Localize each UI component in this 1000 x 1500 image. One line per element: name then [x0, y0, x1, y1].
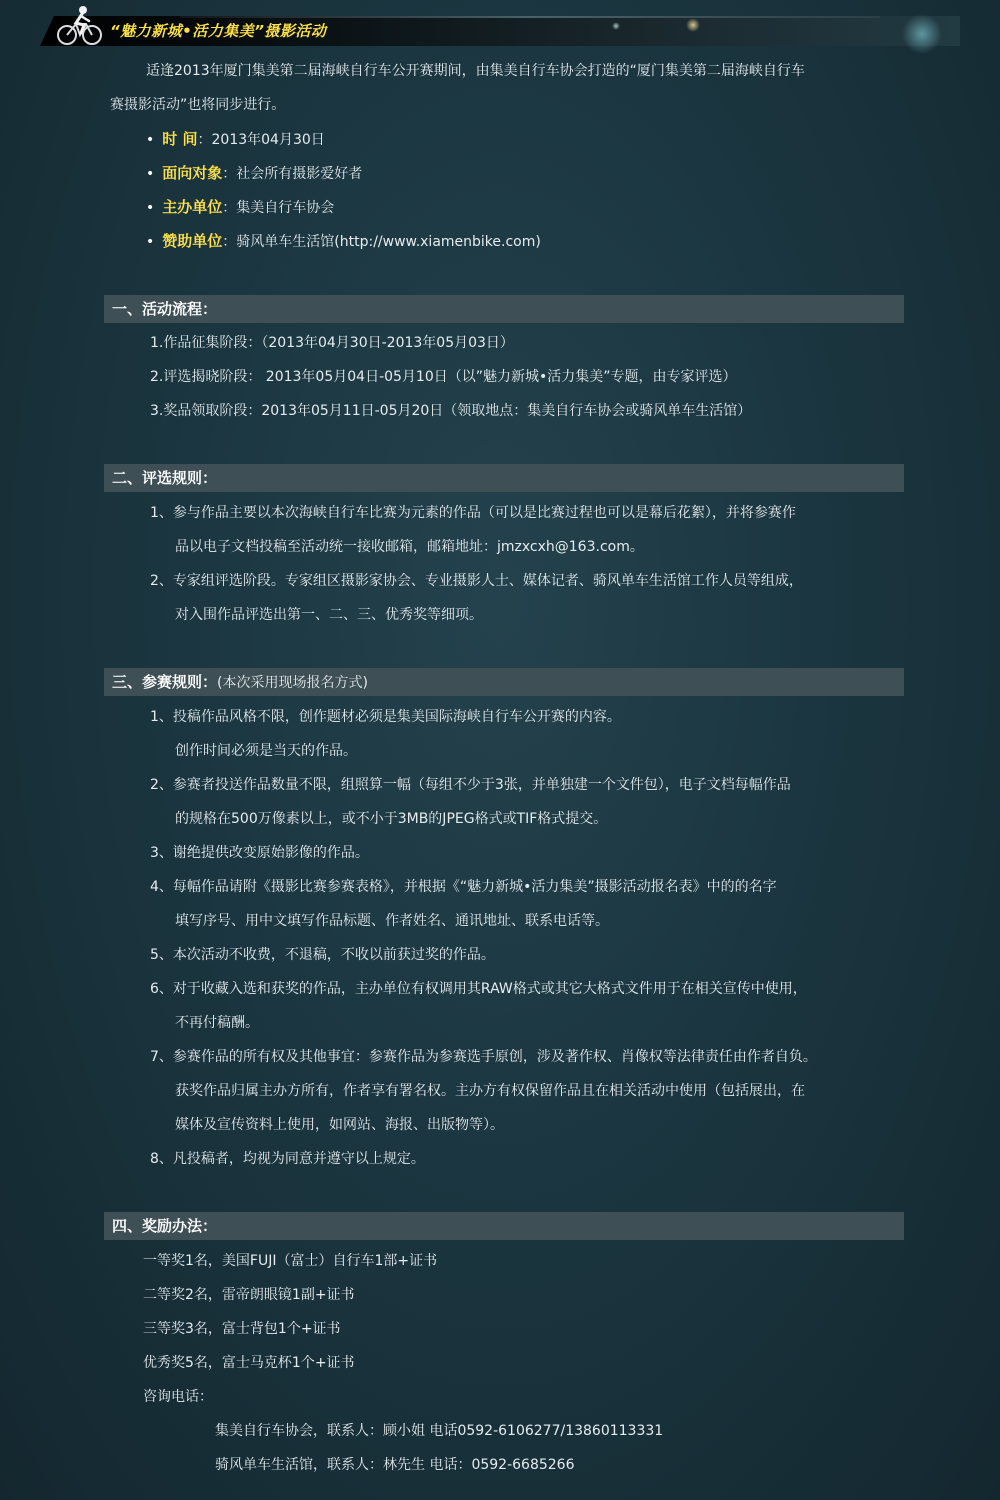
bullet-icon: • [146, 200, 155, 216]
section-awards-header [104, 1212, 904, 1240]
intro-line: 适逢2013年厦门集美第二届海峡自行车公开赛期间，由集美自行车协会打造的“厦门集美第二届海峡自行车 [146, 63, 805, 79]
info-time [146, 128, 325, 149]
rules-line: 创作时间必须是当天的作品。 [175, 743, 357, 759]
info-key: 赞助单位 [162, 232, 223, 250]
judging-line: 1、参与作品主要以本次海峡自行车比赛为元素的作品（可以是比赛过程也可以是幕后花絮），并将参赛作 [150, 505, 796, 521]
section-title: 四、奖励办法： [112, 1217, 218, 1235]
info-value: ：集美自行车协会 [222, 200, 335, 216]
section-title: 二、评选规则： [112, 469, 218, 487]
rules-line: 不再付稿酬。 [175, 1015, 259, 1031]
rules-line: 获奖作品归属主办方所有，作者享有署名权。主办方有权保留作品且在相关活动中使用（包括展出，在 [175, 1083, 805, 1099]
rules-line: 8、凡投稿者，均视为同意并遵守以上规定。 [150, 1151, 425, 1167]
bullet-icon: • [146, 132, 155, 148]
consult-label: 咨询电话： [143, 1389, 213, 1405]
award-line: 二等奖2名，雷帝朗眼镜1副+证书 [143, 1287, 355, 1303]
rules-line: 3、谢绝提供改变原始影像的作品。 [150, 845, 369, 861]
rules-line: 7、参赛作品的所有权及其他事宜：参赛作品为参赛选手原创，涉及著作权、肖像权等法律责任由作者自负。 [150, 1049, 817, 1065]
info-organizer [146, 196, 334, 217]
judging-line: 品以电子文档投稿至活动统一接收邮箱，邮箱地址：jmzxcxh@163.com。 [175, 539, 644, 555]
rules-line: 5、本次活动不收费，不退稿，不收以前获过奖的作品。 [150, 947, 495, 963]
bokeh-light [686, 18, 700, 32]
section-title: 三、参赛规则： [112, 673, 218, 691]
rules-line: 媒体及宣传资料上使用，如网站、海报、出版物等）。 [175, 1117, 504, 1133]
contact-line: 集美自行车协会，联系人：顾小姐 电话0592-6106277/13860113331 [215, 1423, 664, 1439]
cyclist-icon [54, 4, 106, 46]
rules-line: 1、投稿作品风格不限，创作题材必须是集美国际海峡自行车公开赛的内容。 [150, 709, 621, 725]
intro-line: 赛摄影活动”也将同步进行。 [110, 97, 286, 113]
process-line: 3.奖品领取阶段：2013年05月11日-05月20日（领取地点：集美自行车协会或骑风单车生活馆） [150, 403, 752, 419]
judging-line: 2、专家组评选阶段。专家组区摄影家协会、专业摄影人士、媒体记者、骑风单车生活馆工作人员等组成， [150, 573, 803, 589]
section-process-header [104, 295, 904, 323]
section-subtitle: (本次采用现场报名方式) [217, 675, 368, 691]
bullet-icon: • [146, 234, 155, 250]
info-key: 主办单位 [162, 198, 223, 216]
award-line: 三等奖3名，富士背包1个+证书 [143, 1321, 341, 1337]
award-line: 优秀奖5名，富士马克杯1个+证书 [143, 1355, 355, 1371]
rules-line: 6、对于收藏入选和获奖的作品，主办单位有权调用其RAW格式或其它大格式文件用于在相关宣传中使用， [150, 981, 807, 997]
section-judging-header [104, 464, 904, 492]
info-value: ：社会所有摄影爱好者 [222, 166, 363, 182]
section-title: 一、活动流程： [112, 300, 218, 318]
bokeh-light [612, 22, 620, 30]
judging-line: 对入围作品评选出第一、二、三、优秀奖等细项。 [175, 607, 483, 623]
info-key: 时 间 [162, 130, 198, 148]
rules-line: 的规格在500万像素以上，或不小于3MB的JPEG格式或TIF格式提交。 [175, 811, 608, 827]
page-title: “魅力新城•活力集美”摄影活动 [110, 22, 327, 40]
rules-line: 2、参赛者投送作品数量不限，组照算一幅（每组不少于3张，并单独建一个文件包），电子文档每幅作品 [150, 777, 791, 793]
info-key: 面向对象 [162, 164, 223, 182]
award-line: 一等奖1名，美国FUJI（富士）自行车1部+证书 [143, 1253, 438, 1269]
process-line: 1.作品征集阶段：（2013年04月30日-2013年05月03日） [150, 335, 514, 351]
info-sponsor [146, 230, 541, 251]
rules-line: 填写序号、用中文填写作品标题、作者姓名、通讯地址、联系电话等。 [175, 913, 609, 929]
process-line: 2.评选揭晓阶段： 2013年05月04日-05月10日（以”魅力新城•活力集美”专题，由专家评选） [150, 369, 737, 385]
info-value: ：骑风单车生活馆(http://www.xiamenbike.com) [222, 234, 541, 250]
section-rules-header [104, 668, 904, 696]
info-value: ：2013年04月30日 [197, 132, 325, 148]
contact-line: 骑风单车生活馆，联系人：林先生 电话：0592-6685266 [215, 1457, 575, 1473]
bullet-icon: • [146, 166, 155, 182]
info-audience [146, 162, 362, 183]
bokeh-light [902, 14, 942, 54]
rules-line: 4、每幅作品请附《摄影比赛参赛表格》，并根据《“魅力新城•活力集美”摄影活动报名表》中的的名字 [150, 879, 777, 895]
